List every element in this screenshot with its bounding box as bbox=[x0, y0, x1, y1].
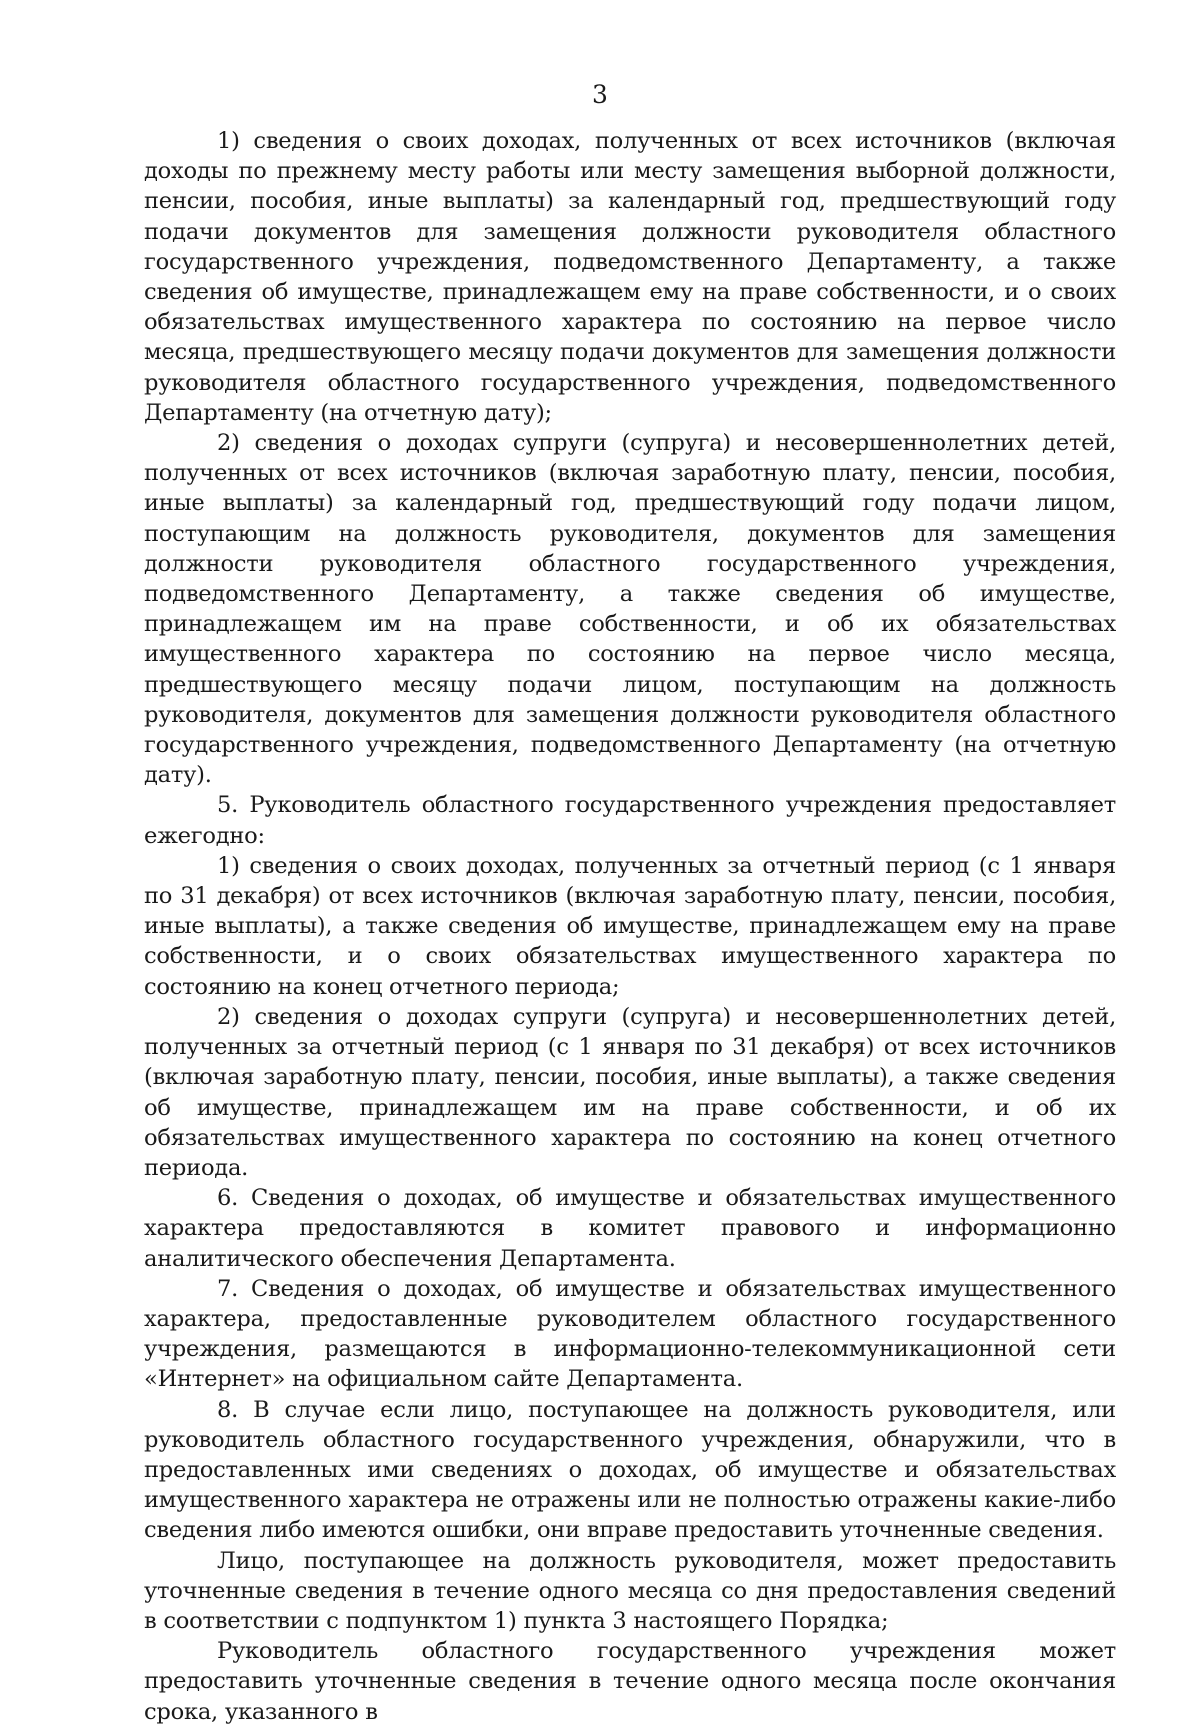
page-number: 3 bbox=[592, 80, 608, 109]
paragraph-subitem-2-family-income: 2) сведения о доходах супруги (супруга) и несовершеннолетних детей, полученных от всех источников (включая заработную плату, пенсии, пособия, иные выплаты) за календарный год, предшествующий году подачи лицом, поступающим на должность руководителя, документов для замещения должности руководителя областного государственного учреждения, подведомственного Департаменту, а также сведения об имуществе, принадлежащем им на праве собственности, и об их обязательствах имущественного характера по состоянию на первое число месяца, предшествующего месяцу подачи лицом, поступающим на должность руководителя, документов для замещения должности руководителя областного государственного учреждения, подведомственного Департаменту (на отчетную дату). bbox=[144, 430, 1116, 789]
document-body bbox=[144, 126, 1116, 1727]
paragraph-item-5-subitem-2: 2) сведения о доходах супруги (супруга) и несовершеннолетних детей, полученных за отчетный период (с 1 января по 31 декабря) от всех источников (включая заработную плату, пенсии, пособия, иные выплаты), а также сведения об имуществе, принадлежащем им на праве собственности, и об их обязательствах имущественного характера по состоянию на конец отчетного периода. bbox=[144, 1003, 1116, 1181]
paragraph-subitem-1-own-income: 1) сведения о своих доходах, полученных от всех источников (включая доходы по прежнему месту работы или месту замещения выборной должности, пенсии, пособия, иные выплаты) за календарный год, предшествующий году подачи документов для замещения должности руководителя областного государственного учреждения, подведомственного Департаменту, а также сведения об имуществе, принадлежащем ему на праве собственности, и о своих обязательствах имущественного характера по состоянию на первое число месяца, предшествующего месяцу подачи документов для замещения должности руководителя областного государственного учреждения, подведомственного Департаменту (на отчетную дату); bbox=[144, 128, 1116, 426]
paragraph-item-8-applicant: Лицо, поступающее на должность руководителя, может предоставить уточненные сведения в течение одного месяца со дня предоставления сведений в соответствии с подпунктом 1) пункта 3 настоящего Порядка; bbox=[144, 1547, 1116, 1634]
paragraph-item-8-head: Руководитель областного государственного учреждения может предоставить уточненные сведения в течение одного месяца после окончания срока, указанного в bbox=[144, 1638, 1116, 1725]
paragraph-item-7: 7. Сведения о доходах, об имуществе и обязательствах имущественного характера, предоставленные руководителем областного государственного учреждения, размещаются в информационно-телекоммуникационной сети «Интернет» на официальном сайте Департамента. bbox=[144, 1275, 1116, 1393]
paragraph-item-5-subitem-1: 1) сведения о своих доходах, полученных за отчетный период (с 1 января по 31 декабря) от всех источников (включая заработную плату, пенсии, пособия, иные выплаты), а также сведения об имуществе, принадлежащем ему на праве собственности, и о своих обязательствах имущественного характера по состоянию на конец отчетного периода; bbox=[144, 852, 1116, 1000]
paragraph-item-5: 5. Руководитель областного государственного учреждения предоставляет ежегодно: bbox=[144, 792, 1116, 849]
paragraph-item-8: 8. В случае если лицо, поступающее на должность руководителя, или руководитель областного государственного учреждения, обнаружили, что в предоставленных ими сведениях о доходах, об имуществе и обязательствах имущественного характера не отражены или не полностью отражены какие-либо сведения либо имеются ошибки, они вправе предоставить уточненные сведения. bbox=[144, 1396, 1116, 1544]
paragraph-item-6: 6. Сведения о доходах, об имуществе и обязательствах имущественного характера предоставляются в комитет правового и информационно аналитического обеспечения Департамента. bbox=[144, 1185, 1116, 1272]
